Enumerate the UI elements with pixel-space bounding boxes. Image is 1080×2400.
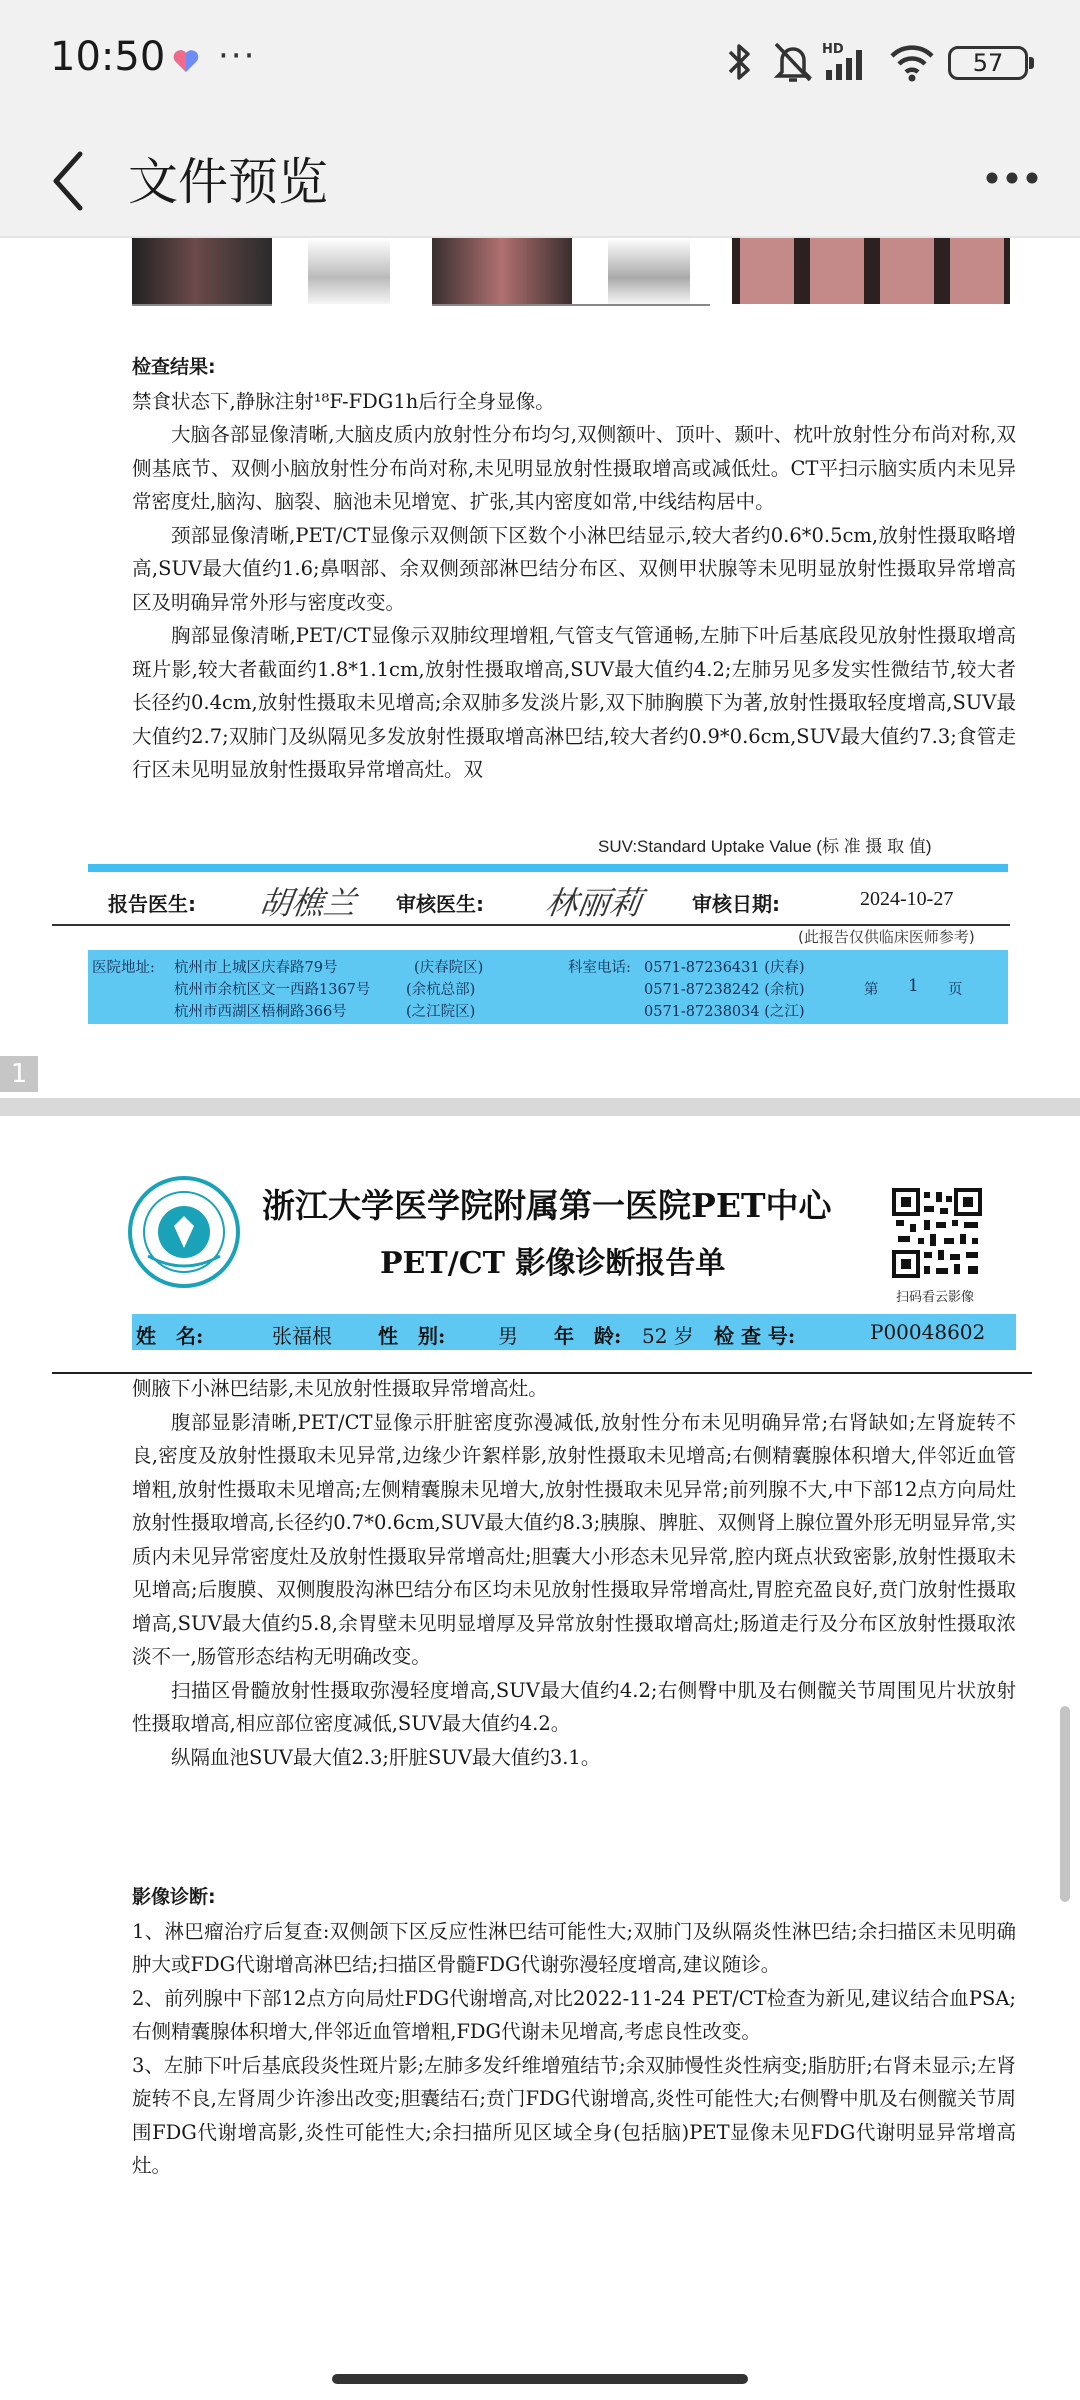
diagnosis-item: 2、前列腺中下部12点方向局灶FDG代谢增高,对比2022-11-24 PET/CT检查为新见,建议结合血PSA;右侧精囊腺体积增大,伴邻近血管增粗,FDG代谢未见增高,考虑良性改变。 bbox=[132, 1986, 1016, 2043]
mute-bell-icon bbox=[772, 40, 814, 84]
app-bar bbox=[0, 128, 1080, 236]
address-line: 杭州市余杭区文一西路1367号 bbox=[174, 982, 371, 998]
reference-note: (此报告仅供临床医师参考) bbox=[798, 928, 975, 946]
cellular-signal-icon bbox=[822, 40, 878, 84]
notification-more-icon: ··· bbox=[218, 36, 257, 76]
campus-name: (庆春院区) bbox=[414, 960, 484, 976]
abdomen-paragraph: 腹部显影清晰,PET/CT显像示肝脏密度弥漫减低,放射性分布未见明确异常;右肾缺如;左肾旋转不良,密度及放射性摄取未见异常,边缘少许絮样影,放射性摄取未见增高;右侧精囊腺体积增大,伴邻近血管增粗,放射性摄取未见增高;左侧精囊腺未见增大,放射性摄取未见异常;前列腺不大,中下部12点方向局灶放射性摄取增高,长径约0.7*0.6cm,SUV最大值约8.3;胰腺、脾脏、双侧肾上腺位置外形无明显异常,实质内未见异常密度灶及放射性摄取异常增高灶;胆囊大小形态未见异常,腔内斑点状致密影,放射性摄取未见增高;后腹膜、双侧腹股沟淋巴结分布区均未见放射性摄取异常增高灶,胃腔充盈良好,贲门放射性摄取增高,SUV最大值约5.8,余胃壁未见明显增厚及异常放射性摄取增高灶;肠道走行及分布区放射性摄取浓淡不一,肠管形态结构无明确改变。 bbox=[132, 1410, 1016, 1668]
battery-icon: 57 bbox=[948, 46, 1028, 80]
hospital-address-box bbox=[88, 950, 1008, 1024]
chest-paragraph: 胸部显像清晰,PET/CT显像示双肺纹理增粗,气管支气管通畅,左肺下叶后基底段见放射性摄取增高斑片影,较大者截面约1.8*1.1cm,放射性摄取增高,SUV最大值约4.2;左肺另见多发实性微结节,较大者长径约0.4cm,放射性摄取未见增高;余双肺多发淡片影,双下肺胸膜下为著,放射性摄取轻度增高,SUV最大值约2.7;双肺门及纵隔见多发放射性摄取增高淋巴结,较大者约0.9*0.6cm,SUV最大值约7.3;食管走行区未见明显放射性摄取异常增高灶。双 bbox=[132, 624, 1016, 781]
heart-app-icon bbox=[172, 48, 200, 74]
qr-code-icon[interactable] bbox=[892, 1188, 982, 1278]
patient-name: 张福根 bbox=[272, 1324, 332, 1348]
diagnosis-item: 1、淋巴瘤治疗后复查:双侧颌下区反应性淋巴结可能性大;双肺门及纵隔炎性淋巴结;余扫描区未见明确肿大或FDG代谢增高淋巴结;扫描区骨髓FDG代谢弥漫轻度增高,建议随诊。 bbox=[132, 1919, 1016, 1976]
page-separator bbox=[0, 1098, 1080, 1116]
diagnosis-section bbox=[132, 1880, 1016, 2183]
exam-number: P00048602 bbox=[870, 1320, 986, 1344]
pet-scan-thumbnail bbox=[608, 238, 690, 304]
pet-scan-thumbnail bbox=[732, 238, 1010, 304]
blue-divider bbox=[88, 864, 1008, 872]
campus-name: (余杭总部) bbox=[406, 982, 476, 998]
diagnosis-heading: 影像诊断: bbox=[132, 1886, 216, 1908]
continuation-text: 侧腋下小淋巴结影,未见放射性摄取异常增高灶。 bbox=[132, 1377, 548, 1400]
back-arrow-icon[interactable] bbox=[44, 146, 94, 216]
status-time: 10:50 bbox=[50, 34, 166, 80]
svg-text:HD: HD bbox=[822, 42, 844, 57]
diagnosis-item: 3、左肺下叶后基底段炎性斑片影;左肺多发纤维增殖结节;余双肺慢性炎性病变;脂肪肝;右肾未显示;左肾旋转不良,左肾周少许渗出改变;胆囊结石;贲门FDG代谢增高,炎性可能性大;右侧臀中肌及右侧髋关节周围FDG代谢增高影,炎性可能性大;余扫描所见区域全身(包括脑)PET显像未见FDG代谢明显异常增高灶。 bbox=[132, 2053, 1016, 2177]
age-label: 年 龄: bbox=[554, 1324, 622, 1348]
wifi-icon bbox=[888, 40, 936, 84]
suv-note: SUV:Standard Uptake Value (标 准 摄 取 值) bbox=[598, 837, 932, 856]
name-label: 姓 名: bbox=[136, 1324, 204, 1348]
review-date: 2024-10-27 bbox=[860, 888, 954, 910]
report-title: PET/CT 影像诊断报告单 bbox=[380, 1246, 726, 1281]
signature-row bbox=[88, 872, 1008, 930]
bone-marrow-paragraph: 扫描区骨髓放射性摄取弥漫轻度增高,SUV最大值约4.2;右侧臀中肌及右侧髋关节周围见片状放射性摄取增高,相应部位密度减低,SUV最大值约4.2。 bbox=[132, 1678, 1016, 1735]
viewer-page-indicator: 1 bbox=[0, 1056, 38, 1092]
scrollbar-thumb[interactable] bbox=[1060, 1706, 1070, 1902]
pet-scan-thumbnail bbox=[132, 238, 272, 304]
review-date-label: 审核日期: bbox=[692, 892, 780, 916]
qr-caption: 扫码看云影像 bbox=[896, 1290, 975, 1305]
patient-info-bar bbox=[132, 1314, 1016, 1350]
report-page-number: 1 bbox=[908, 976, 919, 996]
more-options-icon[interactable] bbox=[982, 158, 1042, 198]
report-doctor-signature: 胡樵兰 bbox=[257, 884, 359, 922]
phone-number: 0571-87238034 (之江) bbox=[644, 1004, 805, 1020]
brain-paragraph: 大脑各部显像清晰,大脑皮质内放射性分布均匀,双侧额叶、顶叶、颞叶、枕叶放射性分布尚对称,双侧基底节、双侧小脑放射性分布尚对称,未见明显放射性摄取增高或减低灶。CT平扫示脑实质内未见异常密度灶,脑沟、脑裂、脑池未见增宽、扩张,其内密度如常,中线结构居中。 bbox=[132, 423, 1016, 513]
page-label: 第 bbox=[864, 982, 879, 998]
address-line: 杭州市上城区庆春路79号 bbox=[174, 960, 338, 976]
thumbnail-divider bbox=[132, 304, 272, 306]
document-page-2[interactable] bbox=[0, 1116, 1080, 2400]
blood-pool-paragraph: 纵隔血池SUV最大值2.3;肝脏SUV最大值约3.1。 bbox=[171, 1745, 601, 1769]
page-title: 文件预览 bbox=[128, 153, 328, 211]
address-line: 杭州市西湖区梧桐路366号 bbox=[174, 1004, 347, 1020]
review-doctor-label: 审核医生: bbox=[396, 892, 484, 916]
exam-result-heading: 检查结果: bbox=[132, 356, 216, 378]
status-bar bbox=[0, 0, 1080, 128]
hospital-logo-icon bbox=[128, 1176, 240, 1288]
page-label: 页 bbox=[948, 982, 963, 998]
campus-name: (之江院区) bbox=[406, 1004, 476, 1020]
report-doctor-label: 报告医生: bbox=[108, 892, 196, 916]
pet-scan-thumbnail bbox=[308, 238, 390, 304]
hospital-name: 浙江大学医学院附属第一医院PET中心 bbox=[262, 1186, 832, 1225]
exam-no-label: 检 查 号: bbox=[714, 1324, 796, 1348]
home-indicator[interactable] bbox=[332, 2374, 748, 2384]
pet-scan-thumbnail bbox=[432, 238, 572, 304]
sex-label: 性 别: bbox=[378, 1324, 446, 1348]
phone-number: 0571-87238242 (余杭) bbox=[644, 982, 805, 998]
phone-label: 科室电话: bbox=[568, 960, 631, 976]
exam-intro: 禁食状态下,静脉注射¹⁸F-FDG1h后行全身显像。 bbox=[132, 389, 555, 413]
patient-age: 52 岁 bbox=[642, 1324, 694, 1348]
document-page-1[interactable] bbox=[0, 238, 1080, 1089]
phone-number: 0571-87236431 (庆春) bbox=[644, 960, 805, 976]
exam-result-section bbox=[132, 350, 1016, 787]
review-doctor-signature: 林丽莉 bbox=[543, 884, 645, 922]
address-label: 医院地址: bbox=[92, 960, 155, 976]
patient-sex: 男 bbox=[498, 1324, 518, 1348]
neck-paragraph: 颈部显像清晰,PET/CT显像示双侧颌下区数个小淋巴结显示,较大者约0.6*0.5cm,放射性摄取略增高,SUV最大值约1.6;鼻咽部、余双侧颈部淋巴结分布区、双侧甲状腺等未见明显放射性摄取异常增高区及明确异常外形与密度改变。 bbox=[132, 523, 1016, 614]
thumbnail-divider bbox=[432, 304, 710, 306]
bluetooth-icon bbox=[722, 40, 758, 84]
findings-continued-section bbox=[132, 1372, 1016, 1774]
